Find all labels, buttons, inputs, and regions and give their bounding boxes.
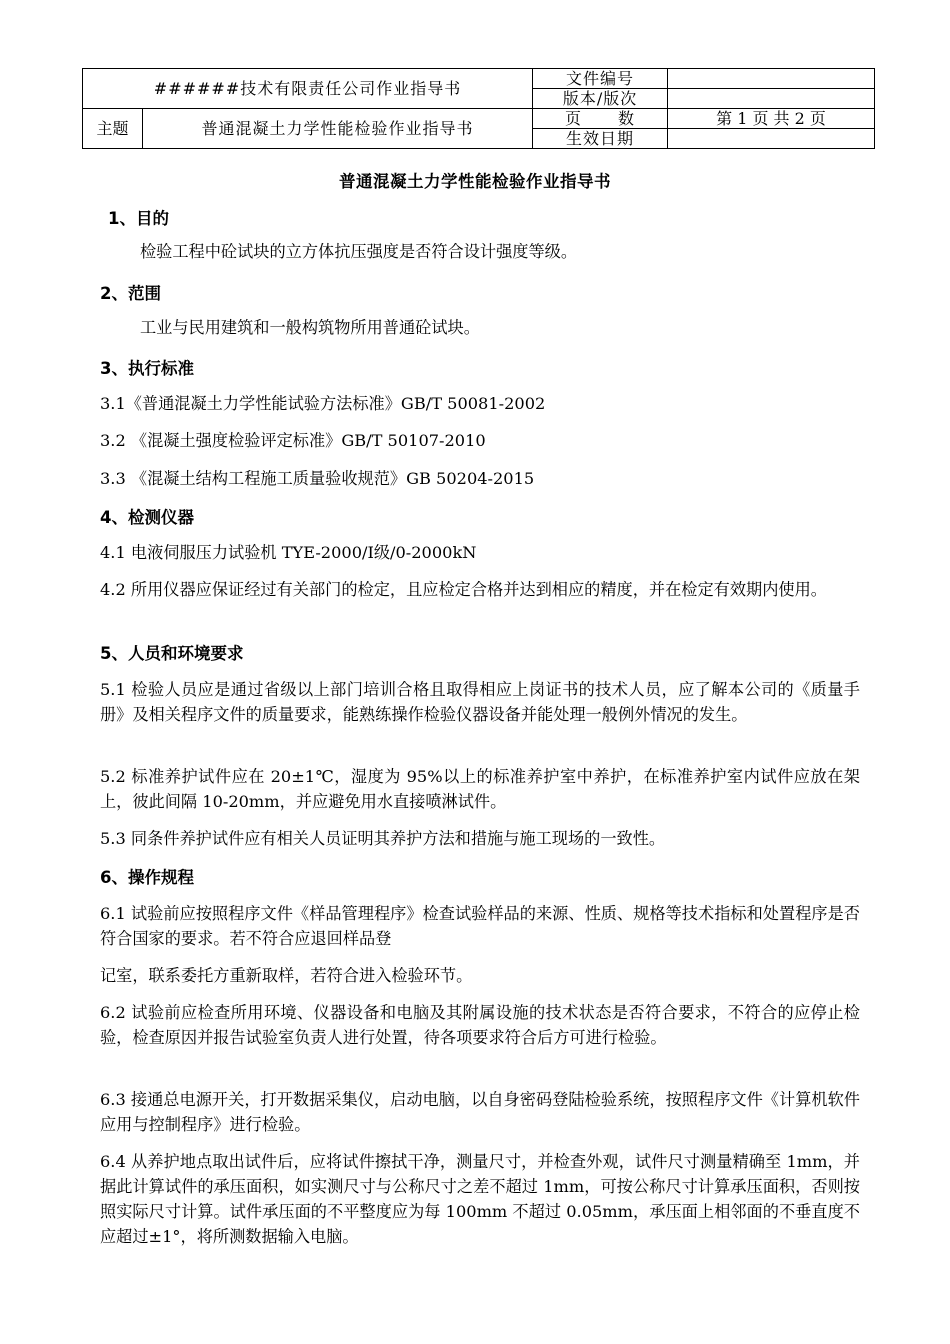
procedure-item: 记室，联系委托方重新取样，若符合进入检验环节。 <box>100 966 473 985</box>
version-label: 版本/版次 <box>533 89 668 109</box>
instrument-item: 4.1 电液伺服压力试验机 TYE-2000/Ⅰ级/0-2000kN <box>100 543 477 562</box>
requirement-item: 5.3 同条件养护试件应有相关人员证明其养护方法和措施与施工现场的一致性。 <box>100 829 666 848</box>
effective-date-label: 生效日期 <box>533 129 668 149</box>
header-table <box>82 68 875 149</box>
document-title: 普通混凝土力学性能检验作业指导书 <box>339 172 611 191</box>
standard-item: 3.2 《混凝土强度检验评定标准》GB/T 50107-2010 <box>100 431 486 450</box>
page-count-label: 页 数 <box>533 109 668 129</box>
section-1-text: 检验工程中砼试块的立方体抗压强度是否符合设计强度等级。 <box>140 242 578 261</box>
version-value <box>668 89 875 109</box>
procedure-item: 6.2 试验前应检查所用环境、仪器设备和电脑及其附属设施的技术状态是否符合要求，不符合的应停止检验，检查原因并报告试验室负责人进行处置，待各项要求符合后方可进行检验。 <box>100 1003 860 1047</box>
file-number-value <box>668 69 875 89</box>
section-3-heading: 3、执行标准 <box>100 359 194 378</box>
standard-item: 3.3 《混凝土结构工程施工质量验收规范》GB 50204-2015 <box>100 469 535 488</box>
section-6-heading: 6、操作规程 <box>100 868 194 887</box>
section-2-heading: 2、范围 <box>100 284 161 303</box>
procedure-item: 6.1 试验前应按照程序文件《样品管理程序》检查试验样品的来源、性质、规格等技术指标和处置程序是否符合国家的要求。若不符合应退回样品登 <box>100 904 860 948</box>
procedure-item: 6.3 接通总电源开关，打开数据采集仪，启动电脑，以自身密码登陆检验系统，按照程序文件《计算机软件应用与控制程序》进行检验。 <box>100 1090 860 1134</box>
requirement-item: 5.1 检验人员应是通过省级以上部门培训合格且取得相应上岗证书的技术人员，应了解本公司的《质量手册》及相关程序文件的质量要求，能熟练操作检验仪器设备并能处理一般例外情况的发生。 <box>100 680 860 724</box>
company-name: ######技术有限责任公司作业指导书 <box>83 69 533 109</box>
instrument-item: 4.2 所用仪器应保证经过有关部门的检定，且应检定合格并达到相应的精度，并在检定有效期内使用。 <box>100 580 827 599</box>
subject-value: 普通混凝土力学性能检验作业指导书 <box>143 109 533 149</box>
requirement-item: 5.2 标准养护试件应在 20±1℃，湿度为 95%以上的标准养护室中养护，在标准养护室内试件应放在架上，彼此间隔 10-20mm，并应避免用水直接喷淋试件。 <box>100 767 860 811</box>
section-5-heading: 5、人员和环境要求 <box>100 644 244 663</box>
subject-label: 主题 <box>83 109 143 149</box>
section-1-heading: 1、目的 <box>108 209 169 228</box>
page-count-value: 第 1 页 共 2 页 <box>668 109 875 129</box>
file-number-label: 文件编号 <box>533 69 668 89</box>
effective-date-value <box>668 129 875 149</box>
procedure-item: 6.4 从养护地点取出试件后，应将试件擦拭干净，测量尺寸，并检查外观，试件尺寸测量精确至 1mm，并据此计算试件的承压面积，如实测尺寸与公称尺寸之差不超过 1mm，可按公称尺寸计算承压面积，否则按照实际尺寸计算。试件承压面的不平整度应为每 100mm 不超过 0.05mm，承压面上相邻面的不垂直度不应超过±1°，将所测数据输入电脑。 <box>100 1152 860 1246</box>
section-4-heading: 4、检测仪器 <box>100 508 194 527</box>
section-2-text: 工业与民用建筑和一般构筑物所用普通砼试块。 <box>140 318 480 337</box>
standard-item: 3.1《普通混凝土力学性能试验方法标准》GB/T 50081-2002 <box>100 394 546 413</box>
